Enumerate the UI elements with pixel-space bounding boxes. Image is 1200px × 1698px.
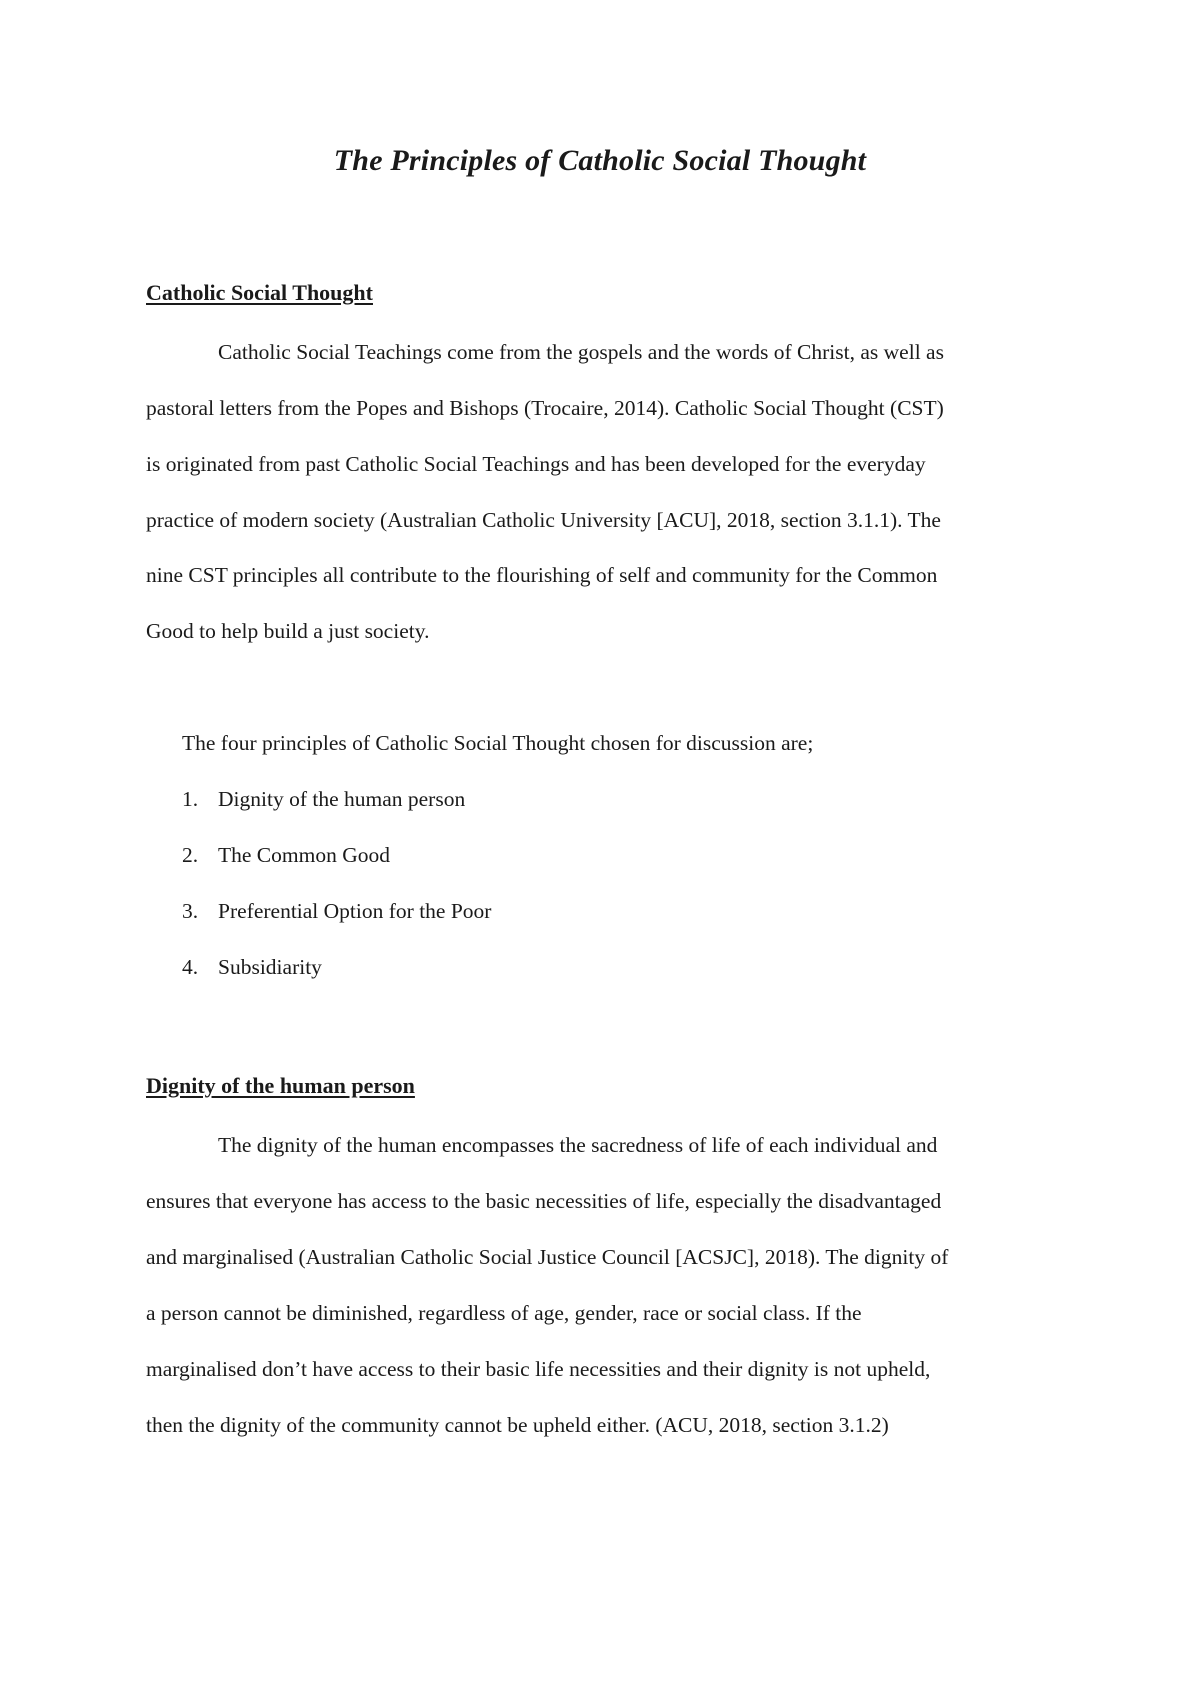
list-item: Dignity of the human person (218, 787, 466, 811)
list-item: Subsidiarity (218, 955, 322, 979)
list-number: 4. (182, 955, 199, 979)
paragraph-line: practice of modern society (Australian Catholic University [ACU], 2018, section 3.1.1). The (146, 508, 941, 532)
paragraph-line: Catholic Social Teachings come from the gospels and the words of Christ, as well as (218, 340, 944, 364)
paragraph-line: marginalised don’t have access to their basic life necessities and their dignity is not upheld, (146, 1357, 931, 1381)
paragraph-line: then the dignity of the community cannot be upheld either. (ACU, 2018, section 3.1.2) (146, 1413, 889, 1437)
list-number: 2. (182, 843, 199, 867)
paragraph-line: The dignity of the human encompasses the sacredness of life of each individual and (218, 1133, 938, 1157)
paragraph-line: is originated from past Catholic Social Teachings and has been developed for the everyday (146, 452, 926, 476)
document-title: The Principles of Catholic Social Thought (333, 144, 867, 177)
list-item: Preferential Option for the Poor (218, 899, 492, 923)
list-item: The Common Good (218, 843, 390, 867)
section-heading-cst: Catholic Social Thought (146, 280, 373, 305)
paragraph-line: nine CST principles all contribute to the flourishing of self and community for the Common (146, 563, 938, 587)
paragraph-line: a person cannot be diminished, regardless of age, gender, race or social class. If the (146, 1301, 862, 1325)
paragraph-line: Good to help build a just society. (146, 619, 430, 643)
list-number: 1. (182, 787, 199, 811)
paragraph-line: and marginalised (Australian Catholic Social Justice Council [ACSJC], 2018). The dignity of (146, 1245, 949, 1269)
list-intro: The four principles of Catholic Social Thought chosen for discussion are; (182, 731, 814, 755)
list-number: 3. (182, 899, 199, 923)
paragraph-line: ensures that everyone has access to the basic necessities of life, especially the disadvantaged (146, 1189, 942, 1213)
section-heading-dignity: Dignity of the human person (146, 1073, 415, 1098)
paragraph-line: pastoral letters from the Popes and Bishops (Trocaire, 2014). Catholic Social Thought (CST) (146, 396, 944, 420)
